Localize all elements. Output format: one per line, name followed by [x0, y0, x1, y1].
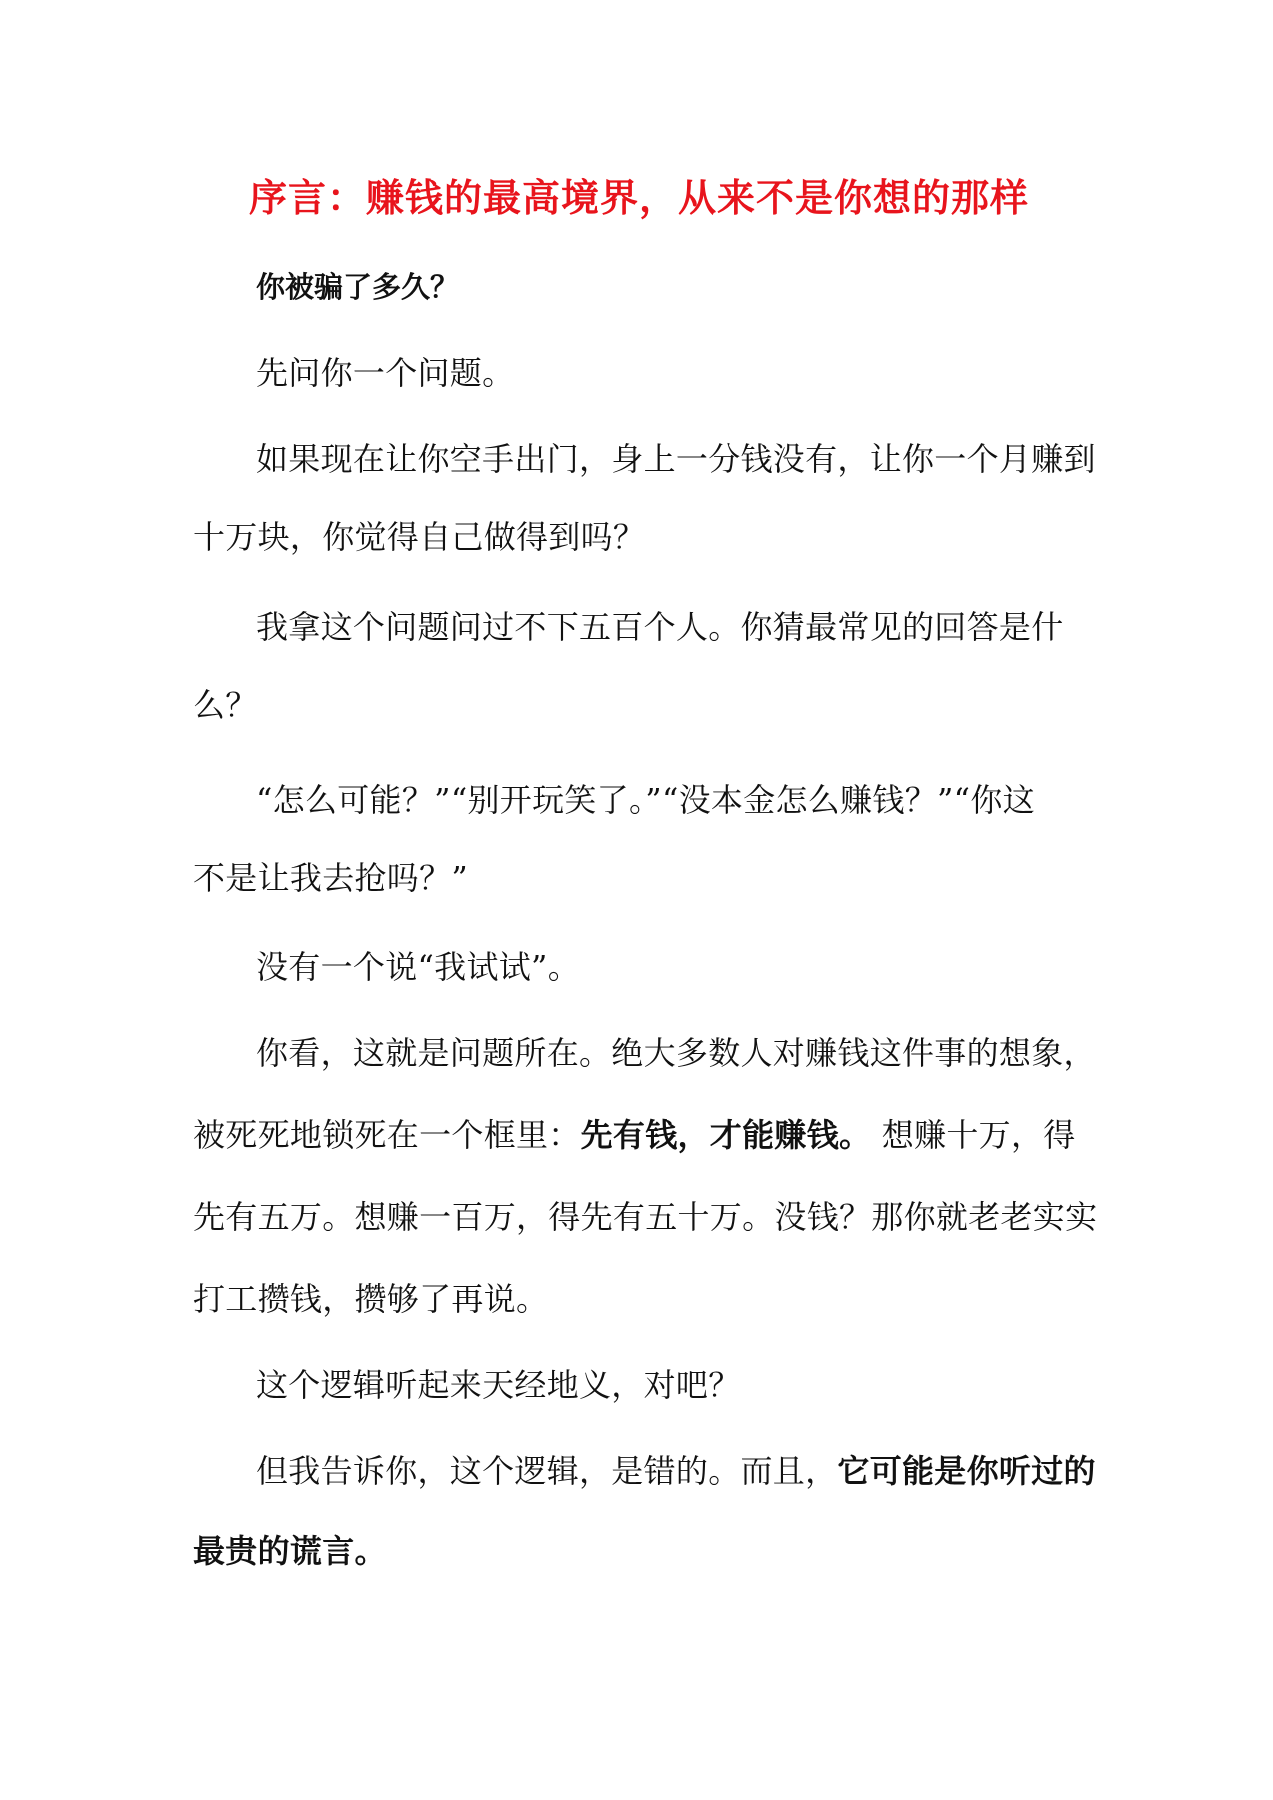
paragraph-line: 不是让我去抢吗？” [193, 859, 469, 897]
paragraph-line: 先问你一个问题。 [256, 354, 515, 392]
paragraph-line: 如果现在让你空手出门，身上一分钱没有，让你一个月赚到 [256, 440, 1096, 478]
line-text: 想赚十万，得 [871, 1116, 1076, 1154]
paragraph-line: 先有五万。想赚一百万，得先有五十万。没钱？那你就老老实实 [193, 1198, 1098, 1236]
page-title: 序言：赚钱的最高境界，从来不是你想的那样 [248, 175, 1029, 220]
paragraph-line: 十万块，你觉得自己做得到吗？ [193, 518, 646, 556]
paragraph-line: 打工攒钱，攒够了再说。 [193, 1280, 549, 1318]
line-text: 但我告诉你，这个逻辑，是错的。而且， [256, 1452, 838, 1490]
paragraph-line: 最贵的谎言。 [193, 1532, 387, 1570]
section-heading: 你被骗了多久？ [256, 270, 460, 304]
paragraph-line: “怎么可能？”“别开玩笑了。”“没本金怎么赚钱？”“你这 [256, 781, 1035, 819]
paragraph-line: 我拿这个问题问过不下五百个人。你猜最常见的回答是什 [256, 608, 1064, 646]
bold-emphasis: 先有钱，才能赚钱。 [580, 1116, 872, 1154]
line-text: 被死死地锁死在一个框里： [193, 1116, 581, 1154]
bold-emphasis: 它可能是你听过的 [837, 1452, 1096, 1490]
paragraph-line: 没有一个说“我试试”。 [256, 948, 581, 986]
paragraph-line: 么？ [193, 686, 258, 724]
paragraph-line: 你看，这就是问题所在。绝大多数人对赚钱这件事的想象， [256, 1034, 1096, 1072]
paragraph-line: 这个逻辑听起来天经地义，对吧？ [256, 1366, 741, 1404]
paragraph-line [256, 1446, 1096, 1496]
paragraph-line [193, 1110, 1076, 1160]
